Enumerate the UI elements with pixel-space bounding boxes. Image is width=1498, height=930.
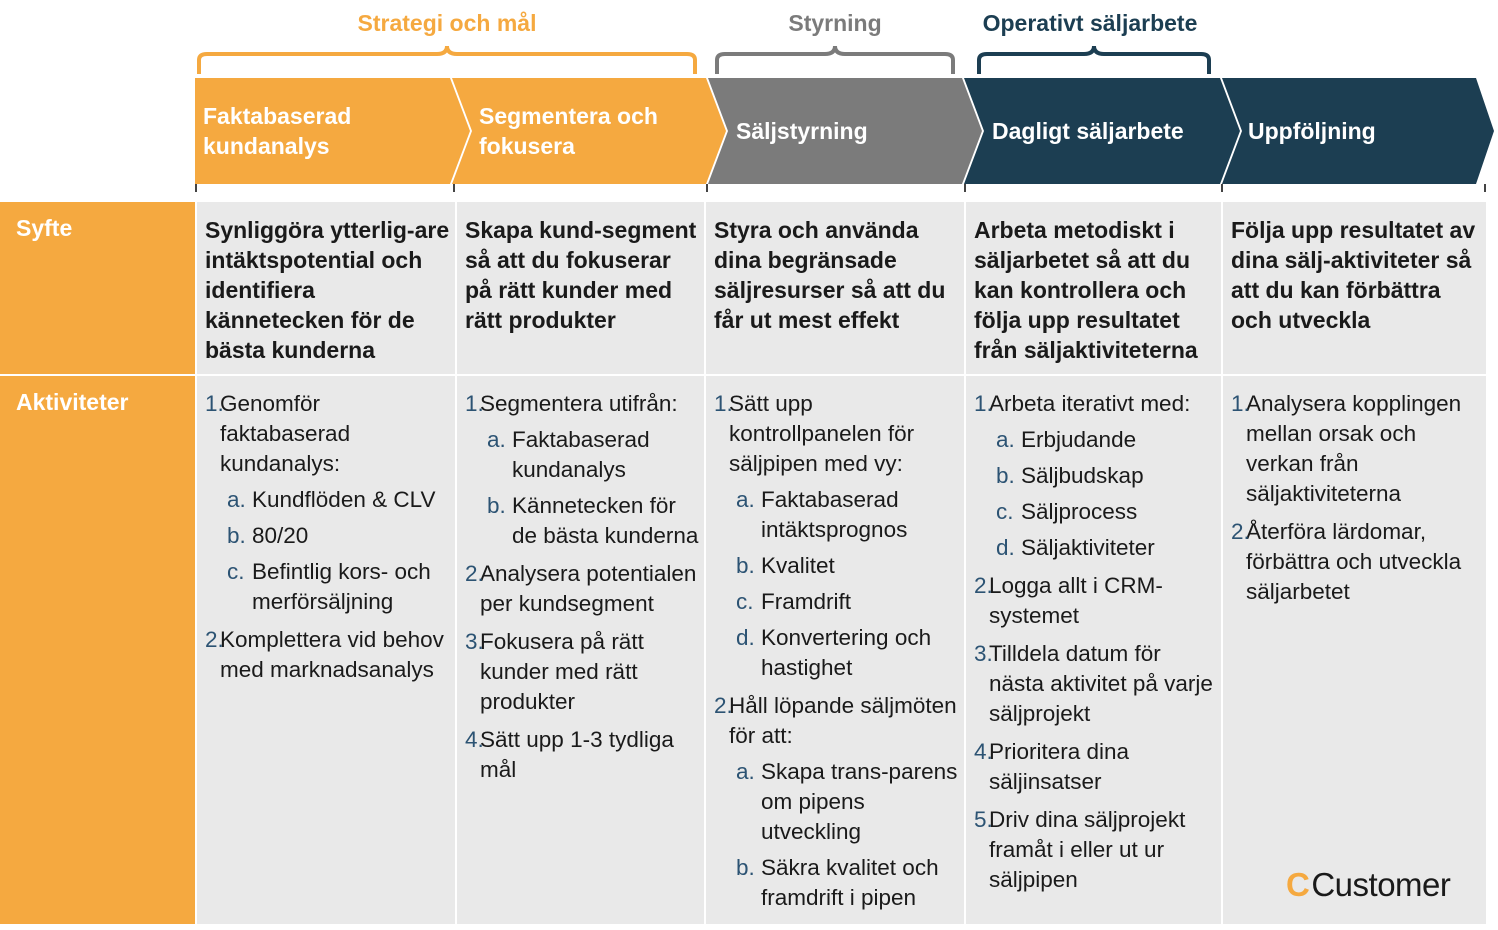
activity-number: 1. [974,391,993,416]
activity-text: Tilldela datum för nästa aktivitet på varje säljprojekt [989,641,1213,726]
tick [706,184,708,192]
sub-activity-text: Faktabaserad intäktsprognos [761,487,908,542]
activity-text: Fokusera på rätt kunder med rätt produkter [480,629,644,714]
group-label-strategi: Strategi och mål [357,10,537,36]
sub-activity-list [729,485,960,683]
activities-cell-4 [966,376,1221,924]
activity-text: Analysera potentialen per kundsegment [480,561,697,616]
activity-number: 4. [465,727,484,752]
sub-activity-text: Konvertering och hastighet [761,625,932,680]
sub-activity-letter: d. [996,535,1015,560]
activity-item [1231,389,1482,509]
activity-text: Analysera kopplingen mellan orsak och verkan från säljaktiviteterna [1246,391,1462,506]
activity-text: Arbeta iterativt med: [989,391,1191,416]
activity-number: 4. [974,739,993,764]
activity-text: Prioritera dina säljinsatser [989,739,1130,794]
activity-text: Håll löpande säljmöten för att: [729,693,957,748]
sub-activity-item [989,497,1217,527]
sub-activity-letter: a. [736,487,755,512]
sub-activity-text: Faktabaserad kundanalys [512,427,650,482]
activities-cell-3 [706,376,964,924]
tick [195,184,197,192]
activity-item [465,725,700,785]
activity-text: Sätt upp kontrollpanelen för säljpipen med vy: [729,391,915,476]
sub-activity-item [989,425,1217,455]
activity-number: 2. [205,627,224,652]
sub-activity-item [729,485,960,545]
activity-item [205,625,451,685]
activity-item [1231,517,1482,607]
sub-activity-letter: c. [227,559,245,584]
stage-label-3: Säljstyrning [736,118,868,144]
activity-number: 5. [974,807,993,832]
stage-label-2: Segmentera och fokusera [479,103,658,159]
stage-label-1: Faktabaserad kundanalys [203,103,352,159]
activity-number: 1. [1231,391,1250,416]
activity-number: 1. [205,391,224,416]
sub-activity-text: Befintlig kors- och merförsäljning [252,559,431,614]
sub-activity-text: Skapa trans-parens om pipens utveckling [761,759,958,844]
tick [1221,184,1223,192]
group-label-styrning: Styrning [788,10,882,36]
activity-item [974,805,1217,895]
sub-activity-letter: b. [487,493,506,518]
tick [453,184,455,192]
activity-item [714,691,960,913]
sub-activity-list [729,757,960,913]
sub-activity-letter: b. [736,553,755,578]
activity-number: 1. [465,391,484,416]
sub-activity-letter: a. [996,427,1015,452]
sub-activity-letter: a. [487,427,506,452]
sub-activity-text: Framdrift [761,589,851,614]
activity-list [714,389,960,913]
activity-item [465,389,700,551]
tick [964,184,966,192]
sub-activity-item [220,485,451,515]
logo-mark: C [1286,866,1310,903]
activity-item [974,389,1217,563]
sub-activity-list [989,425,1217,563]
activity-number: 2. [465,561,484,586]
activity-number: 2. [1231,519,1250,544]
stage-label-5: Uppföljning [1248,118,1376,144]
sub-activity-list [480,425,700,551]
activity-text: Logga allt i CRM-systemet [989,573,1163,628]
sub-activity-text: 80/20 [252,523,309,548]
activity-list [974,389,1217,895]
activity-item [465,627,700,717]
sub-activity-item [989,533,1217,563]
activities-cell-1 [197,376,455,924]
activity-item [465,559,700,619]
sub-activity-item [989,461,1217,491]
sub-activity-letter: b. [227,523,246,548]
row-label-syfte: Syfte [0,202,195,374]
activity-text: Komplettera vid behov med marknadsanalys [220,627,444,682]
tick [1484,184,1486,192]
activity-text: Genomför faktabaserad kundanalys: [220,391,351,476]
activity-list [205,389,451,685]
sub-activity-letter: b. [996,463,1015,488]
activity-text: Återföra lärdomar, förbättra och utveckla säljarbetet [1246,519,1462,604]
sub-activity-item [729,623,960,683]
brace-strategi [197,44,697,76]
purpose-cell-3: Styra och använda dina begränsade säljresurser så att du får ut mest effekt [706,202,964,374]
sub-activity-list [220,485,451,617]
sub-activity-text: Säkra kvalitet och framdrift i pipen [761,855,939,910]
ccustomer-logo [1286,866,1450,904]
activity-number: 2. [714,693,733,718]
sub-activity-letter: a. [227,487,246,512]
activity-text: Sätt upp 1-3 tydliga mål [480,727,674,782]
activity-item [974,737,1217,797]
sub-activity-item [220,521,451,551]
activity-list [1231,389,1482,607]
activities-cell-2 [457,376,704,924]
logo-text: Customer [1311,866,1451,903]
sub-activity-item [729,757,960,847]
activity-number: 1. [714,391,733,416]
activities-cell-5 [1223,376,1486,924]
brace-styrning [715,44,955,76]
stage-label-4: Dagligt säljarbete [992,118,1184,144]
purpose-cell-1: Synliggöra ytterlig-are intäktspotential och identifiera kännetecken för de bästa kunderna [197,202,455,374]
sub-activity-item [220,557,451,617]
activity-list [465,389,700,785]
sub-activity-item [729,551,960,581]
sub-activity-item [480,491,700,551]
sub-activity-letter: b. [736,855,755,880]
activity-text: Driv dina säljprojekt framåt i eller ut ur säljpipen [989,807,1186,892]
sub-activity-letter: c. [996,499,1014,524]
sub-activity-text: Säljaktiviteter [1021,535,1155,560]
sub-activity-text: Erbjudande [1021,427,1137,452]
sub-activity-letter: c. [736,589,754,614]
sub-activity-letter: a. [736,759,755,784]
sub-activity-item [480,425,700,485]
brace-operativt [977,44,1211,76]
activity-item [714,389,960,683]
group-label-operativt: Operativt säljarbete [982,10,1198,36]
activity-number: 3. [465,629,484,654]
purpose-cell-5: Följa upp resultatet av dina sälj-aktiviteter så att du kan förbättra och utveckla [1223,202,1486,374]
sub-activity-letter: d. [736,625,755,650]
sub-activity-text: Kvalitet [761,553,835,578]
sub-activity-text: Säljbudskap [1021,463,1144,488]
purpose-cell-2: Skapa kund-segment så att du fokuserar på rätt kunder med rätt produkter [457,202,704,374]
activity-text: Segmentera utifrån: [480,391,678,416]
sub-activity-text: Säljprocess [1021,499,1138,524]
row-label-aktiviteter: Aktiviteter [0,376,195,924]
sub-activity-text: Kännetecken för de bästa kunderna [512,493,699,548]
purpose-cell-4: Arbeta metodiskt i säljarbetet så att du kan kontrollera och följa upp resultatet från säljaktiviteterna [966,202,1221,374]
sub-activity-item [729,853,960,913]
activity-item [205,389,451,617]
activity-number: 3. [974,641,993,666]
activity-item [974,639,1217,729]
sub-activity-text: Kundflöden & CLV [252,487,436,512]
sub-activity-item [729,587,960,617]
activity-item [974,571,1217,631]
activity-number: 2. [974,573,993,598]
